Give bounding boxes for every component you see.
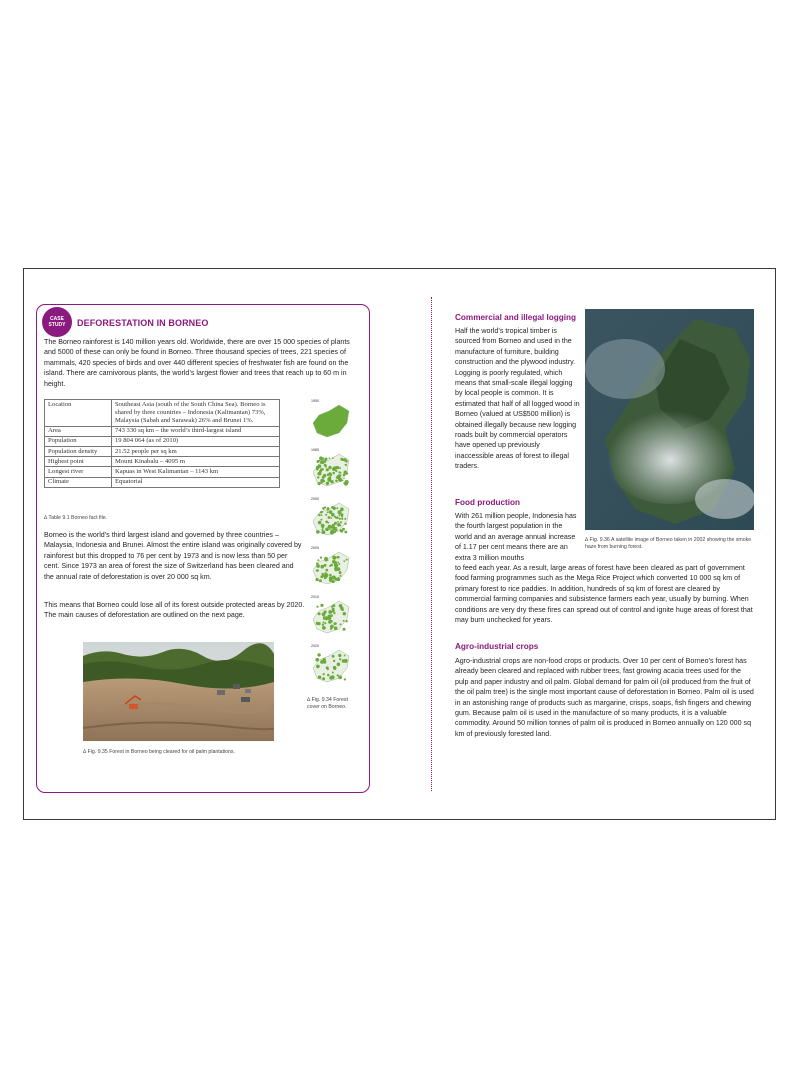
fact-value: Mount Kinabalu – 4095 m bbox=[112, 457, 280, 467]
forest-map bbox=[307, 593, 355, 642]
fact-value: Kapuas in West Kalimantan – 1143 km bbox=[112, 467, 280, 477]
case-study-badge bbox=[42, 307, 72, 337]
maps-caption-line-1: ∆ Fig. 9.34 Forest bbox=[307, 697, 348, 703]
food-paragraph-narrow: With 261 million people, Indonesia has the fourth largest population in the world and an average annual increase of 1.17 per cent means there are an extra 3 million mouths bbox=[455, 512, 577, 562]
food-paragraph-wide: to feed each year. As a result, large areas of forest have been cleared as part of government food farming programmes such as the Mega Rice Project which converted 10 000 sq km of primary forest to rice paddies. In addition, hundreds of sq km of forest are cleared by commercial farming companies and subsistence farmers each year, usually by burning. When conditions are very dry these fires can spread out of control and ignite huge areas of forest that may burn unchecked for years. bbox=[455, 564, 753, 625]
fact-label: Population bbox=[45, 436, 112, 446]
maps-caption-line-2: cover on Borneo. bbox=[307, 704, 347, 710]
fact-label: Highest point bbox=[45, 457, 112, 467]
forest-map bbox=[307, 495, 355, 544]
fact-label: Longest river bbox=[45, 467, 112, 477]
borneo-map-shape bbox=[309, 648, 353, 686]
map-year-label: 1985 bbox=[311, 448, 319, 452]
fact-label: Area bbox=[45, 426, 112, 436]
deforestation-photo bbox=[83, 642, 274, 741]
forest-map bbox=[307, 642, 355, 691]
page-divider bbox=[431, 297, 432, 791]
fact-value: Southeast Asia (south of the South China Sea). Borneo is shared by three countries – Indonesia (Kalimantan) 73%, Malaysia (Sabah and Sarawak) 26% and Brunei 1%. bbox=[112, 400, 280, 427]
forest-map bbox=[307, 446, 355, 495]
map-year-label: 2000 bbox=[311, 497, 319, 501]
fact-row bbox=[45, 436, 280, 446]
badge-line-1: CASE bbox=[50, 316, 64, 322]
fact-label: Population density bbox=[45, 447, 112, 457]
fact-row bbox=[45, 400, 280, 427]
fact-label: Location bbox=[45, 400, 112, 427]
book-spread bbox=[23, 268, 776, 820]
satellite-image bbox=[585, 309, 754, 530]
fact-row bbox=[45, 447, 280, 457]
agro-paragraph: Agro-industrial crops are non-food crops or products. Over 10 per cent of Borneo’s forest has already been cleared and replaced with rubber trees, fast growing acacia trees used for the pulp and paper industry and oil palm. Global demand for palm oil (oil produced from the fruit of the oil palm tree) is the single most important cause of deforestation in Borneo. Palm oil is used in an astonishing range of products such as margarine, crisps, soaps, fish fingers and chewing gum. Because palm oil is used in the manufacture of so many products, it is a valuable commodity. Around 50 million tonnes of palm oil is produced in Borneo annually on 120 000 sq km of previously forested land. bbox=[455, 657, 754, 738]
borneo-map-shape bbox=[309, 403, 353, 441]
fact-value: Equatorial bbox=[112, 477, 280, 487]
forest-map bbox=[307, 397, 355, 446]
maps-caption bbox=[307, 697, 363, 711]
borneo-map-shape bbox=[309, 452, 353, 490]
fact-value: 19 804 064 (as of 2010) bbox=[112, 436, 280, 446]
case-study-title: DEFORESTATION IN BORNEO bbox=[77, 318, 209, 328]
forest-cover-maps bbox=[307, 397, 355, 691]
satellite-caption: ∆ Fig. 9.36 A satellite image of Borneo taken in 2002 showing the smoke haze from burning forest. bbox=[585, 537, 752, 550]
fact-row bbox=[45, 467, 280, 477]
fact-row bbox=[45, 477, 280, 487]
map-year-label: 2005 bbox=[311, 546, 319, 550]
fact-value: 21.52 people per sq km bbox=[112, 447, 280, 457]
fact-value: 743 330 sq km – the world’s third-largest island bbox=[112, 426, 280, 436]
borneo-map-shape bbox=[309, 599, 353, 637]
photo-caption: ∆ Fig. 9.35 Forest in Borneo being cleared for oil palm plantations. bbox=[83, 749, 235, 755]
forest-map bbox=[307, 544, 355, 593]
map-year-label: 1950 bbox=[311, 399, 319, 403]
borneo-paragraph: Borneo is the world’s third largest island and governed by three countries – Malaysia, Indonesia and Brunei. Almost the entire island was originally covered by rainforest but this dropped to 76 per cent by 1973 and is now less than 50 per cent. Since 1973 an area of forest the size of Switzerland has been cleared and the annual rate of deforestation is over 20 000 sq km. bbox=[44, 531, 302, 581]
protected-areas-paragraph: This means that Borneo could lose all of its forest outside protected areas by 2020. The main causes of deforestation are outlined on the next page. bbox=[44, 601, 305, 620]
borneo-map-shape bbox=[309, 501, 353, 539]
map-year-label: 2010 bbox=[311, 595, 319, 599]
heading-food-production: Food production bbox=[455, 498, 521, 507]
badge-line-2: STUDY bbox=[48, 322, 66, 328]
borneo-map-shape bbox=[309, 550, 353, 588]
fact-label: Climate bbox=[45, 477, 112, 487]
table-caption: ∆ Table 9.1 Borneo fact file. bbox=[44, 515, 108, 521]
fact-row bbox=[45, 457, 280, 467]
intro-paragraph: The Borneo rainforest is 140 million years old. Worldwide, there are over 15 000 species of plants and 5000 of these can only be found in Borneo. Three thousand species of trees, 221 species of mammals, 420 species of birds and over 440 different species of freshwater fish are found on the island. There are carnivorous plants, the world’s largest flower and trees that reach up to 60 m in height. bbox=[44, 338, 350, 388]
map-year-label: 2020 bbox=[311, 644, 319, 648]
heading-commercial-logging: Commercial and illegal logging bbox=[455, 313, 577, 322]
heading-agro-crops: Agro-industrial crops bbox=[455, 642, 539, 651]
logging-paragraph: Half the world’s tropical timber is sourced from Borneo and used in the manufacture of furniture, building construction and the plywood industry. Logging is poorly regulated, which means that small-scale illegal logging by local people is common. It is estimated that half of all logged wood in Borneo (valued at US$500 million) is obtained illegally because new logging roads built by commercial operators have opened up previously inaccessible areas of forest to illegal traders. bbox=[455, 327, 580, 471]
borneo-fact-table bbox=[44, 399, 280, 488]
fact-row bbox=[45, 426, 280, 436]
